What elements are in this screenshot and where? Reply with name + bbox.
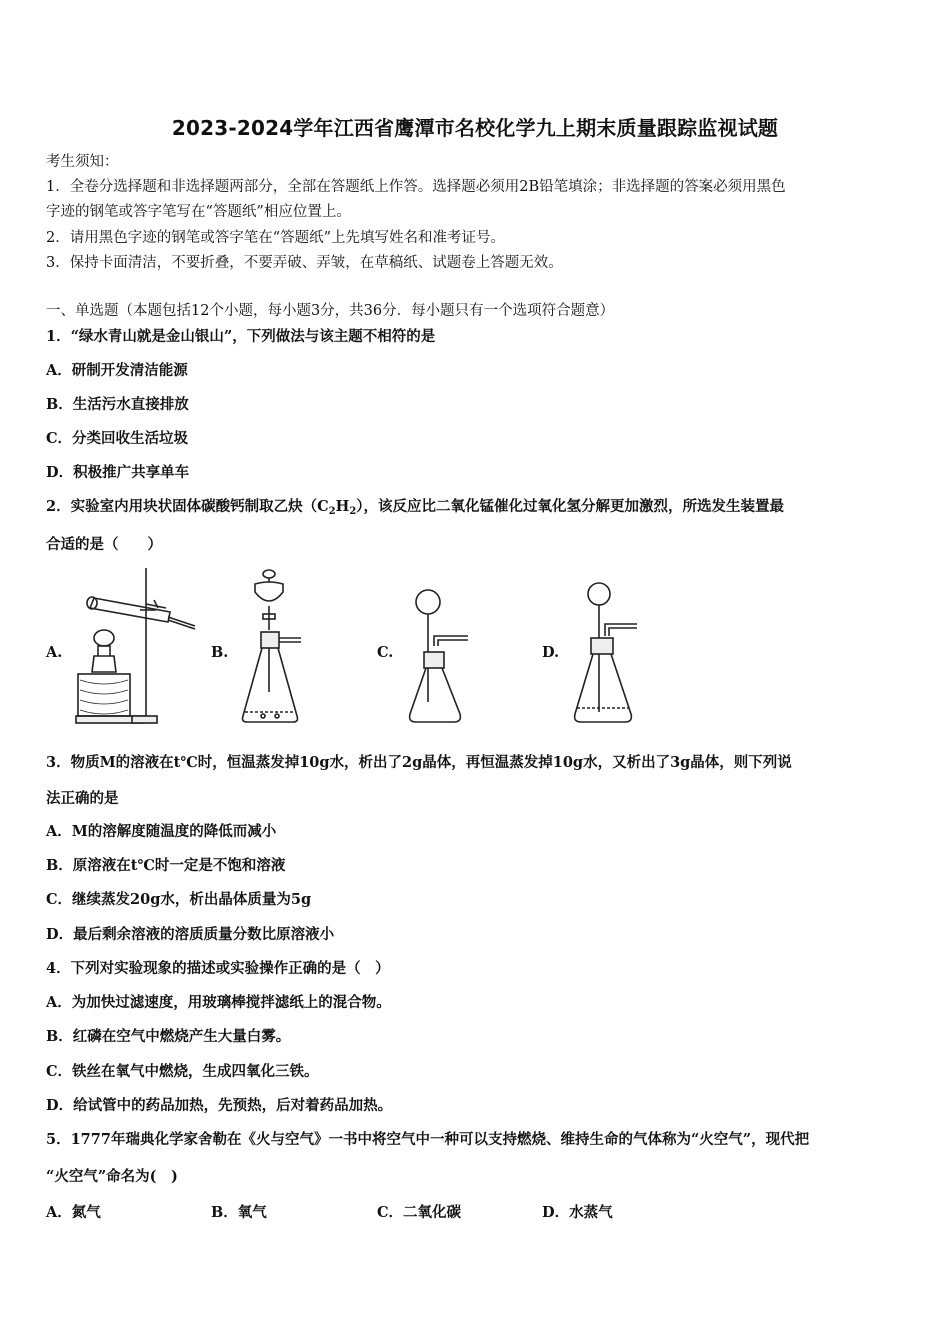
q2-stem-pre: 2．实验室内用块状固体碳酸钙制取乙炔（C (46, 498, 329, 515)
q1-option-b: B．生活污水直接排放 (46, 396, 189, 413)
q1-option-a: A．研制开发清洁能源 (46, 362, 188, 379)
q5-stem-line2: “火空气”命名为( ) (46, 1168, 178, 1185)
q5-stem: 5．1777年瑞典化学家舍勒在《火与空气》一书中将空气中一种可以支持燃烧、维持生命的气体称为“火空气”，现代把 (46, 1131, 810, 1148)
q2-label-c: C. (377, 644, 394, 661)
q5-option-b: B．氧气 (211, 1204, 267, 1221)
q3-stem-line2: 法正确的是 (46, 790, 119, 807)
q4-stem: 4．下列对实验现象的描述或实验操作正确的是（ ） (46, 960, 390, 977)
notice-heading: 考生须知： (46, 154, 119, 170)
notice-item: 2．请用黑色字迹的钢笔或答字笔在“答题纸”上先填写姓名和准考证号。 (46, 230, 506, 246)
notice-item: 3．保持卡面清洁，不要折叠，不要弄破、弄皱，在草稿纸、试题卷上答题无效。 (46, 255, 563, 271)
q1-option-d: D．积极推广共享单车 (46, 464, 190, 481)
q2-formula-h: H (335, 498, 350, 515)
q3-stem: 3．物质M的溶液在t℃时，恒温蒸发掉10g水，析出了2g晶体，再恒温蒸发掉10g水，又析出了3g晶体，则下列说 (46, 754, 792, 771)
q3-option-a: A．M的溶解度随温度的降低而减小 (46, 823, 277, 840)
q4-option-a: A．为加快过滤速度，用玻璃棒搅拌滤纸上的混合物。 (46, 994, 391, 1011)
q3-option-d: D．最后剩余溶液的溶质质量分数比原溶液小 (46, 926, 335, 943)
q2-label-a: A. (46, 644, 63, 661)
section-heading: 一、单选题（本题包括12个小题，每小题3分，共36分．每小题只有一个选项符合题意） (46, 303, 615, 319)
q2-stem-post: ），该反应比二氧化锰催化过氧化氢分解更加激烈，所选发生装置最 (356, 498, 785, 515)
q2-formula-sub: 2 (328, 506, 336, 517)
q2-stem (46, 497, 784, 522)
q5-option-d: D．水蒸气 (542, 1204, 613, 1221)
q2-formula-sub: 2 (349, 506, 357, 517)
q1-option-c: C．分类回收生活垃圾 (46, 430, 189, 447)
page-title: 2023-2024学年江西省鹰潭市名校化学九上期末质量跟踪监视试题 (171, 116, 779, 140)
q4-option-c: C．铁丝在氧气中燃烧，生成四氧化三铁。 (46, 1063, 319, 1080)
apparatus-a-diagram (70, 562, 205, 727)
apparatus-b-diagram (233, 566, 313, 730)
q3-option-c: C．继续蒸发20g水，析出晶体质量为5g (46, 891, 312, 908)
q3-option-b: B．原溶液在t℃时一定是不饱和溶液 (46, 857, 286, 874)
apparatus-d-diagram (563, 580, 645, 728)
q2-label-d: D. (542, 644, 560, 661)
q1-stem: 1．“绿水青山就是金山银山”，下列做法与该主题不相符的是 (46, 328, 436, 345)
notice-item: 字迹的钢笔或答字笔写在“答题纸”相应位置上。 (46, 204, 351, 220)
q2-stem-line2: 合适的是（ ） (46, 536, 162, 553)
q2-label-b: B. (211, 644, 229, 661)
notice-item: 1．全卷分选择题和非选择题两部分，全部在答题纸上作答。选择题必须用2B铅笔填涂；非选择题的答案必须用黑色 (46, 179, 786, 195)
q4-option-d: D．给试管中的药品加热，先预热，后对着药品加热。 (46, 1097, 393, 1114)
apparatus-c-diagram (398, 586, 478, 728)
q5-option-c: C．二氧化碳 (377, 1204, 462, 1221)
q5-option-a: A．氮气 (46, 1204, 101, 1221)
q4-option-b: B．红磷在空气中燃烧产生大量白雾。 (46, 1028, 291, 1045)
